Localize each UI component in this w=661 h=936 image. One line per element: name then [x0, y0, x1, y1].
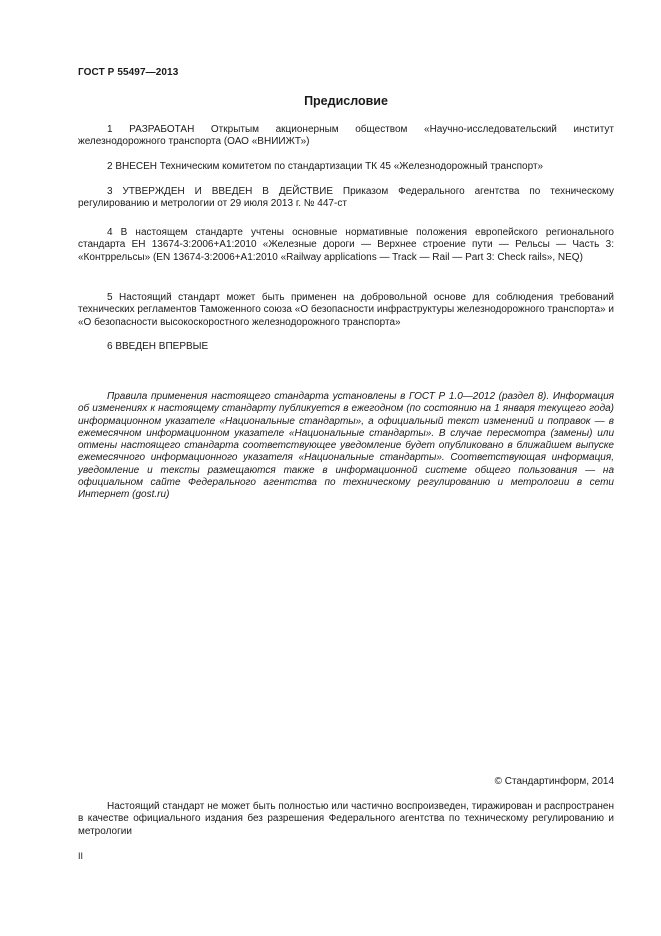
copyright-line: © Стандартинформ, 2014 [494, 776, 614, 787]
preface-item-5: 5 Настоящий стандарт может быть применен на добровольной основе для соблюдения требований технических регламентов Таможенного союза «О безопасности инфраструктуры железнодорожного транспорта» и «О безопасности высокоскоростного железнодорожного транспорта» [78, 292, 614, 328]
standard-code-header: ГОСТ Р 55497—2013 [78, 67, 179, 78]
preface-item-2: 2 ВНЕСЕН Техническим комитетом по стандартизации ТК 45 «Железнодорожный транспорт» [107, 161, 544, 172]
preface-item-6: 6 ВВЕДЕН ВПЕРВЫЕ [107, 341, 209, 352]
preface-item-1: 1 РАЗРАБОТАН Открытым акционерным обществом «Научно-исследовательский институт железнодорожного транспорта (ОАО «ВНИИЖТ») [78, 124, 614, 148]
standard-application-notice: Правила применения настоящего стандарта установлены в ГОСТ Р 1.0—2012 (раздел 8). Информация об изменениях к настоящему стандарту публикуется в ежегодном (по состоянию на 1 января текущего года) информационном указателе «Национальные стандарты», а официальный текст изменений и поправок — в ежемесячном информационном указателе «Национальные стандарты». В случае пересмотра (замены) или отмены настоящего стандарта соответствующее уведомление будет опубликовано в ближайшем выпуске ежемесячного информационного указателя «Национальные стандарты». Соответствующая информация, уведомление и тексты размещаются также в информационной системе общего пользования — на официальном сайте Федерального агентства по техническому регулированию и метрологии в сети Интернет (gost.ru) [78, 391, 614, 501]
reproduction-notice: Настоящий стандарт не может быть полностью или частично воспроизведен, тиражирован и распространен в качестве официального издания без разрешения Федерального агентства по техническому регулированию и метрологии [78, 801, 614, 837]
page-number: II [78, 851, 84, 861]
preface-title: Предисловие [304, 94, 388, 108]
preface-item-4: 4 В настоящем стандарте учтены основные нормативные положения европейского регионального стандарта ЕН 13674-3:2006+А1:2010 «Железные дороги — Верхнее строение пути — Рельсы — Часть 3: «Контррельсы» (EN 13674-3:2006+A1:2010 «Railway applications — Track — Rail — Part 3: Check rails», NEQ) [78, 227, 614, 263]
preface-item-3: 3 УТВЕРЖДЕН И ВВЕДЕН В ДЕЙСТВИЕ Приказом Федерального агентства по техническому регулированию и метрологии от 29 июля 2013 г. № 447-ст [78, 186, 614, 210]
